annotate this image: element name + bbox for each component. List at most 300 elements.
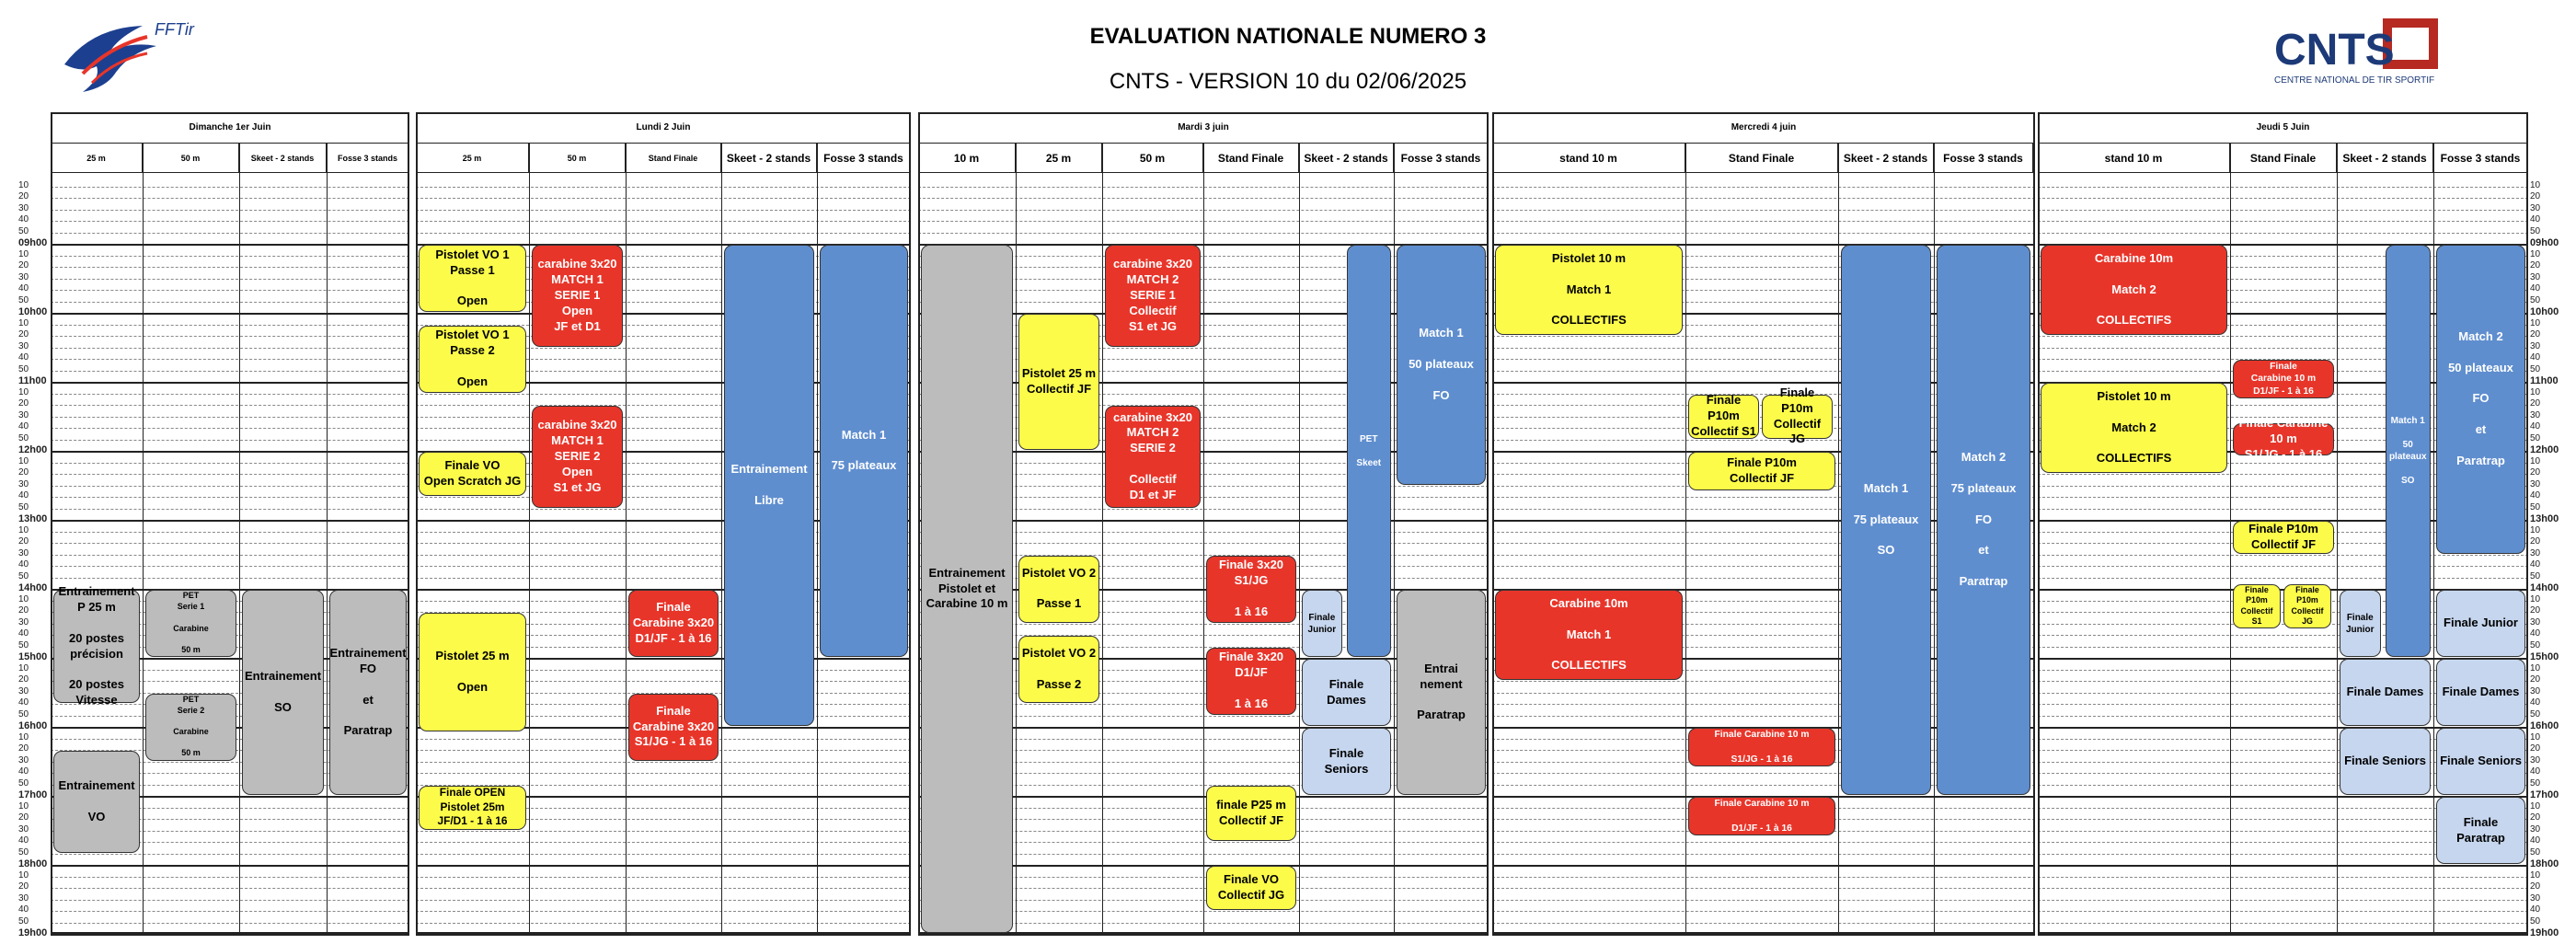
column-divider [1934,144,1935,934]
time-label: 30 [2530,547,2541,558]
schedule-event[interactable] [2233,416,2334,461]
time-label: 20 [18,191,29,201]
time-label: 10h00 [2530,306,2559,317]
time-label: 40 [18,697,29,708]
event-label: Pistolet 25 m Collectif JF [1021,366,1097,396]
schedule-event[interactable] [724,245,814,726]
schedule-event[interactable] [1206,556,1296,623]
column-divider [327,144,328,934]
time-label: 10 [2530,248,2541,259]
schedule-event[interactable] [242,590,324,795]
event-label: carabine 3x20 MATCH 1 SERIE 2 Open S1 et JG [537,418,617,494]
column-header: Skeet - 2 stands [1299,144,1394,173]
column-header: Fosse 3 stands [1934,144,2033,173]
time-label: 40 [2530,559,2541,570]
event-label: Finale P10m Collectif JF [2248,521,2318,551]
event-label: Match 1 50 plateaux SO [2388,416,2427,486]
time-label: 11h00 [2530,375,2559,386]
event-label: Finale 3x20 D1/JF 1 à 16 [1218,650,1284,710]
time-label: 20 [18,674,29,685]
event-label: Finale Carabine 10 m D1/JF - 1 à 16 [1714,798,1810,834]
time-label: 10 [18,800,29,812]
time-label: 50 [2530,294,2541,305]
time-label: 13h00 [2530,513,2559,524]
time-label: 20 [2530,743,2541,754]
schedule-event[interactable] [820,245,908,657]
grid-line [918,934,1489,936]
time-label: 16h00 [2530,720,2559,731]
event-label: Entrainement SO [244,669,322,714]
event-label: Match 1 75 plateaux [831,427,897,473]
time-label: 12h00 [2530,444,2559,455]
time-label: 50 [18,363,29,374]
time-label: 30 [2530,340,2541,351]
time-label: 30 [18,340,29,351]
time-label: 50 [2530,432,2541,443]
schedule-event[interactable] [1841,245,1931,795]
schedule-event[interactable] [1397,590,1486,795]
schedule-event[interactable] [628,694,719,761]
column-divider [2433,144,2434,934]
day-header: Mardi 3 juin [918,112,1489,144]
time-label: 20 [18,398,29,409]
fftir-logo-text: FFTir [155,20,194,39]
column-divider [1102,144,1103,934]
event-label: Pistolet 10 m Match 2 COLLECTIFS [2096,388,2172,466]
schedule-event[interactable] [1937,245,2030,795]
time-label: 20 [18,881,29,892]
event-label: Finale P10m Collectif S1 [2240,584,2273,627]
time-label: 40 [2530,628,2541,639]
time-label: 30 [18,616,29,627]
column-header: Stand Finale [1203,144,1299,173]
column-divider [1394,144,1395,934]
event-label: Finale P10m Collectif JF [1727,455,1797,485]
grid-line [1492,934,2035,936]
time-label: 20 [18,260,29,271]
schedule-event[interactable] [53,583,140,708]
event-label: Finale Seniors [1324,745,1369,776]
column-divider [817,144,818,934]
page-subtitle: CNTS - VERSION 10 du 02/06/2025 [1109,69,1467,94]
time-label: 30 [2530,754,2541,766]
event-label: Pistolet VO 1 Passe 1 Open [435,247,510,308]
time-label: 50 [2530,225,2541,236]
time-label: 30 [18,478,29,489]
time-label: 20 [18,743,29,754]
schedule-event[interactable] [1688,797,1835,835]
time-label: 11h00 [18,375,47,386]
time-label: 40 [18,559,29,570]
schedule-event[interactable] [53,751,140,853]
event-label: Pistolet 10 m Match 1 COLLECTIFS [1551,250,1627,328]
event-label: Match 1 75 plateaux SO [1853,480,1919,558]
time-label: 50 [18,639,29,650]
time-label: 15h00 [18,651,48,662]
time-label: 40 [2530,904,2541,915]
schedule-event[interactable] [532,245,623,347]
schedule-event[interactable] [1688,395,1759,439]
time-label: 19h00 [18,927,48,938]
schedule-event[interactable] [2436,728,2525,795]
grid-line [2038,934,2528,936]
time-label: 10h00 [18,306,48,317]
event-label: Entrainement P 25 m 20 postes précision 20 postes Vitesse [58,583,135,708]
event-label: PET Serie 2 Carabine 50 m [173,694,209,758]
schedule-event[interactable] [1302,728,1391,795]
schedule-event[interactable] [2340,590,2381,657]
event-label: Pistolet VO 2 Passe 1 [1021,565,1097,611]
event-label: PET Skeet [1356,433,1382,468]
time-label: 40 [2530,490,2541,501]
time-label: 10 [18,662,29,673]
time-label: 30 [18,271,29,282]
time-label: 18h00 [2530,858,2559,869]
event-label: Finale Seniors [2344,754,2426,768]
column-header: 50 m [1102,144,1203,173]
time-label: 30 [2530,685,2541,696]
column-header: stand 10 m [2038,144,2230,173]
time-label: 10 [2530,179,2541,190]
column-header: Skeet - 2 stands [239,144,327,173]
event-label: Entrai nement Paratrap [1417,661,1466,722]
time-label: 10 [18,248,29,259]
column-header: Fosse 3 stands [327,144,409,173]
schedule-event[interactable] [2436,659,2525,726]
time-label: 10 [2530,455,2541,466]
time-label: 30 [18,754,29,766]
column-divider [721,144,722,934]
event-label: Entrainement Libre [730,462,808,507]
time-label: 09h00 [18,237,48,248]
event-label: finale P25 m Collectif JF [1216,797,1286,827]
time-label: 50 [2530,639,2541,650]
event-label: Carabine 10m Match 2 COLLECTIFS [2094,250,2174,328]
time-label: 20 [2530,260,2541,271]
column-divider [1016,144,1017,934]
schedule-event[interactable] [1302,659,1391,726]
schedule-event[interactable] [1495,590,1683,680]
time-label: 20 [2530,467,2541,478]
time-label: 50 [2530,846,2541,858]
time-label: 20 [2530,398,2541,409]
time-label: 10 [18,593,29,604]
event-label: Finale VO Open Scratch JG [423,458,522,488]
column-header: Skeet - 2 stands [721,144,817,173]
schedule-event[interactable] [1688,452,1835,490]
time-label: 10 [18,317,29,328]
time-label: 10 [18,869,29,881]
event-label: Pistolet VO 2 Passe 2 [1021,646,1097,691]
schedule-event[interactable] [1347,245,1392,657]
time-label: 40 [18,490,29,501]
column-header: Fosse 3 stands [1394,144,1489,173]
event-label: Pistolet 25 m Open [435,649,510,695]
time-label: 40 [18,628,29,639]
time-label: 40 [18,904,29,915]
column-divider [239,144,240,934]
time-label: 10 [18,731,29,743]
time-label: 17h00 [18,789,48,800]
time-label: 50 [2530,501,2541,512]
time-label: 12h00 [18,444,48,455]
event-label: carabine 3x20 MATCH 1 SERIE 1 Open JF et D1 [537,257,617,333]
schedule-event[interactable] [1495,245,1683,335]
column-header: stand 10 m [1492,144,1685,173]
time-label: 15h00 [2530,651,2559,662]
schedule-event[interactable] [1105,406,1201,508]
schedule-event[interactable] [419,613,526,731]
event-label: Finale Dames [1327,676,1366,707]
event-label: Finale Dames [2442,685,2520,699]
time-label: 09h00 [2530,237,2559,248]
schedule-event[interactable] [329,590,407,795]
event-label: Finale Junior [2444,616,2518,630]
schedule-event[interactable] [419,245,526,312]
time-label: 40 [2530,352,2541,363]
time-label: 40 [2530,697,2541,708]
column-divider [626,144,627,934]
schedule-event[interactable] [2436,590,2525,657]
time-label: 20 [2530,881,2541,892]
time-label: 40 [2530,214,2541,224]
time-label: 10 [2530,662,2541,673]
event-label: Entrainement FO et Paratrap [329,645,407,738]
time-label: 40 [18,421,29,432]
schedule-event[interactable] [1397,245,1486,485]
schedule-event[interactable] [145,694,236,761]
time-label: 20 [2530,812,2541,823]
column-header: Fosse 3 stands [2433,144,2528,173]
column-header: 10 m [918,144,1016,173]
column-divider [2230,144,2231,934]
event-label: Finale P10m Collectif JG [2291,584,2324,627]
time-label: 20 [2530,536,2541,547]
schedule-event[interactable] [419,786,526,830]
time-label: 10 [2530,524,2541,535]
time-label: 50 [18,570,29,581]
cnts-logo-text: CNTS [2274,26,2395,75]
event-label: Finale Paratrap [2456,814,2505,845]
schedule-event[interactable] [1688,728,1835,766]
time-label: 40 [2530,283,2541,294]
day-header: Jeudi 5 Juin [2038,112,2528,144]
time-label: 30 [2530,478,2541,489]
time-label: 40 [18,352,29,363]
time-label: 40 [18,835,29,846]
schedule-event[interactable] [921,245,1013,933]
event-label: Pistolet VO 1 Passe 2 Open [435,328,510,388]
time-label: 14h00 [18,582,48,593]
event-label: Finale VO Collectif JG [1217,872,1285,902]
schedule-event[interactable] [1018,314,1099,450]
event-label: Finale Junior [1307,612,1337,635]
schedule-event[interactable] [628,590,719,657]
time-label: 13h00 [18,513,48,524]
time-label: 10 [2530,317,2541,328]
schedule-event[interactable] [419,326,526,393]
column-header: Stand Finale [626,144,721,173]
column-divider [529,144,530,934]
event-label: Entrainement VO [58,777,135,823]
schedule-event[interactable] [1105,245,1201,347]
time-label: 10 [2530,800,2541,812]
cnts-logo-caption: CENTRE NATIONAL DE TIR SPORTIF [2274,75,2435,86]
page-title: EVALUATION NATIONALE NUMERO 3 [1089,24,1487,49]
time-label: 20 [18,329,29,340]
column-header: 50 m [529,144,626,173]
day-header: Lundi 2 Juin [416,112,911,144]
time-label: 30 [2530,892,2541,904]
event-label: Finale Carabine 3x20 S1/JG - 1 à 16 [632,703,715,749]
column-header: Stand Finale [2230,144,2337,173]
time-label: 10 [18,179,29,190]
schedule-event[interactable] [2041,383,2227,473]
event-label: carabine 3x20 MATCH 2 SERIE 2 Collectif D1 et JF [1112,409,1192,502]
event-label: Finale Seniors [2440,754,2522,768]
event-label: Finale P10m Collectif JG [1773,385,1822,446]
event-label: Carabine 10m Match 1 COLLECTIFS [1549,595,1628,673]
column-header: Stand Finale [1685,144,1838,173]
event-label: Match 1 50 plateaux FO [1409,326,1474,402]
event-label: Finale Carabine 10 m S1/JG - 1 à 16 [2238,416,2329,461]
event-label: Finale OPEN Pistolet 25m JF/D1 - 1 à 16 [437,786,508,828]
schedule-event[interactable] [2233,521,2334,554]
event-label: Match 2 75 plateaux FO et Paratrap [1950,449,2017,589]
time-label: 50 [18,501,29,512]
time-label: 30 [2530,202,2541,213]
column-divider [1203,144,1204,934]
schedule-event[interactable] [1018,556,1099,623]
schedule-event[interactable] [419,452,526,496]
column-header: 25 m [51,144,143,173]
schedule-event[interactable] [1206,786,1296,842]
time-label: 50 [2530,708,2541,720]
schedule-event[interactable] [1018,636,1099,703]
time-label: 50 [18,225,29,236]
time-label: 40 [2530,835,2541,846]
time-label: 40 [2530,766,2541,777]
event-label: Finale Dames [2346,685,2424,699]
time-label: 10 [18,455,29,466]
time-label: 17h00 [2530,789,2559,800]
schedule-event[interactable] [1206,866,1296,910]
grid-line [416,934,911,936]
schedule-event[interactable] [2233,584,2281,628]
time-label: 19h00 [2530,927,2559,938]
time-label: 14h00 [2530,582,2559,593]
time-label: 40 [18,214,29,224]
time-label: 50 [2530,363,2541,374]
schedule-event[interactable] [2386,245,2432,657]
time-label: 10 [2530,869,2541,881]
column-header: 25 m [416,144,529,173]
column-header: 50 m [143,144,239,173]
event-label: Match 2 50 plateaux FO et Paratrap [2448,328,2513,467]
schedule-event[interactable] [2436,797,2525,864]
time-label: 10 [2530,731,2541,743]
event-label: PET Serie 1 Carabine 50 m [173,591,209,654]
time-label: 50 [18,708,29,720]
schedule-event[interactable] [1302,590,1342,657]
time-label: 50 [18,432,29,443]
schedule-event[interactable] [145,590,236,657]
time-label: 30 [18,202,29,213]
time-label: 50 [18,846,29,858]
time-label: 20 [2530,329,2541,340]
schedule-event[interactable] [2340,728,2431,795]
grid-line [51,934,409,936]
time-label: 30 [18,823,29,835]
schedule-event[interactable] [2283,584,2331,628]
column-header: Skeet - 2 stands [1838,144,1934,173]
time-label: 20 [2530,191,2541,201]
time-label: 40 [2530,421,2541,432]
column-header: 25 m [1016,144,1102,173]
schedule-event[interactable] [532,406,623,508]
event-label: Finale Carabine 3x20 D1/JF - 1 à 16 [632,600,715,645]
event-label: Finale 3x20 S1/JG 1 à 16 [1218,558,1284,618]
time-label: 30 [18,409,29,420]
time-label: 50 [18,294,29,305]
schedule-event[interactable] [2436,245,2525,554]
time-label: 16h00 [18,720,48,731]
time-label: 50 [2530,915,2541,927]
time-label: 30 [18,547,29,558]
column-divider [143,144,144,934]
schedule-event[interactable] [2041,245,2227,335]
time-label: 10 [2530,593,2541,604]
column-header: Fosse 3 stands [817,144,911,173]
event-label: Entrainement Pistolet et Carabine 10 m [926,565,1008,611]
time-label: 30 [2530,271,2541,282]
time-label: 50 [2530,570,2541,581]
time-label: 18h00 [18,858,48,869]
schedule-event[interactable] [1762,385,1833,446]
time-label: 20 [2530,605,2541,616]
time-label: 50 [18,777,29,789]
time-label: 10 [18,524,29,535]
column-header: Skeet - 2 stands [2337,144,2433,173]
event-label: Finale Carabine 10 m D1/JF - 1 à 16 [2250,361,2317,397]
day-header: Mercredi 4 juin [1492,112,2035,144]
column-divider [1838,144,1839,934]
schedule-event[interactable] [2233,360,2334,398]
time-label: 20 [18,536,29,547]
time-label: 30 [2530,409,2541,420]
schedule-event[interactable] [2340,659,2431,726]
time-label: 20 [18,812,29,823]
time-label: 20 [18,605,29,616]
day-header: Dimanche 1er Juin [51,112,409,144]
time-label: 30 [2530,823,2541,835]
time-label: 30 [18,685,29,696]
time-label: 30 [18,892,29,904]
time-label: 40 [18,766,29,777]
time-label: 10 [2530,386,2541,397]
event-label: carabine 3x20 MATCH 2 SERIE 1 Collectif S1 et JG [1112,257,1192,333]
time-label: 50 [2530,777,2541,789]
time-label: 30 [2530,616,2541,627]
time-label: 10 [18,386,29,397]
time-label: 20 [18,467,29,478]
event-label: Finale P10m Collectif S1 [1691,393,1756,438]
column-divider [1685,144,1686,934]
column-divider [1299,144,1300,934]
time-label: 40 [18,283,29,294]
time-label: 50 [18,915,29,927]
schedule-event[interactable] [1206,648,1296,715]
